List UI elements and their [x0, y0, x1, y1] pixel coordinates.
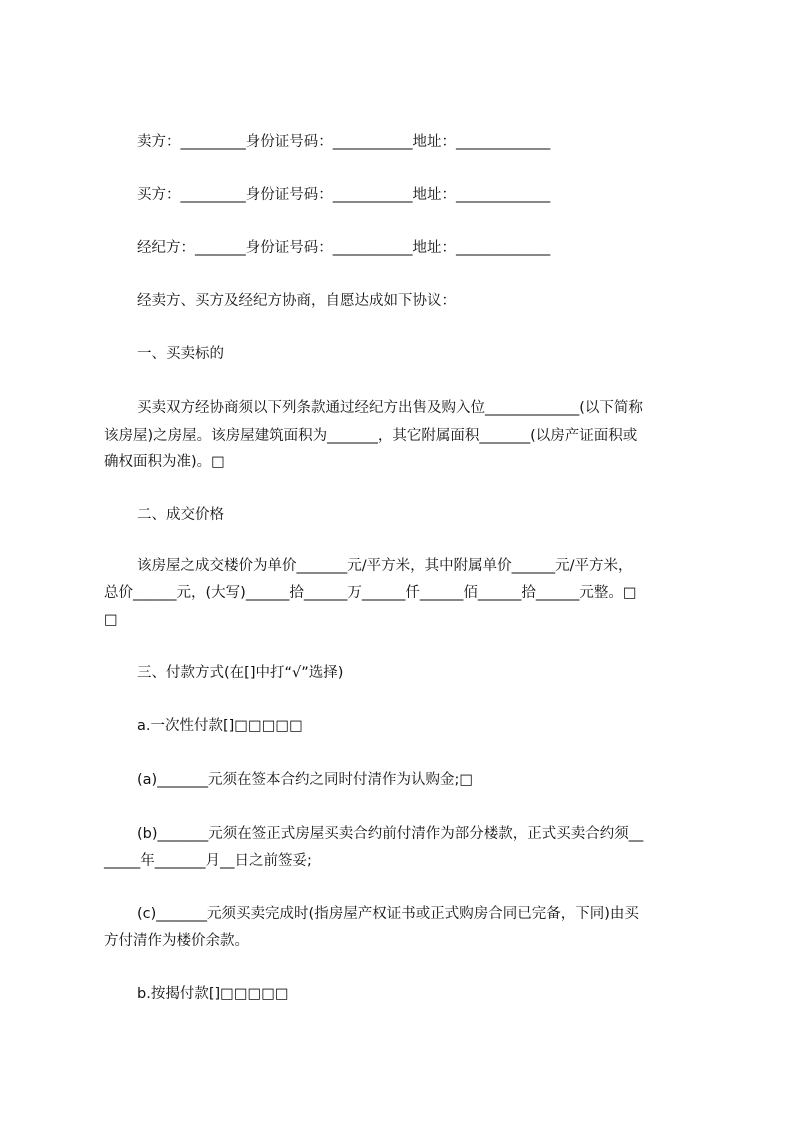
payment-item-a: (a)_______元须在签本合约之同时付清作为认购金;□ — [137, 772, 474, 788]
section-2-heading: 二、成交价格 — [137, 507, 224, 523]
section-1-line-3: 确权面积为准)。□ — [104, 454, 225, 470]
section-2-line-3: □ — [104, 612, 118, 628]
section-3-heading: 三、付款方式(在[]中打“√”选择) — [137, 665, 344, 681]
buyer-line: 买方：_________身份证号码：___________地址：_____________ — [137, 187, 551, 203]
intro-paragraph: 经卖方、买方及经纪方协商，自愿达成如下协议： — [137, 293, 456, 309]
section-1-heading: 一、买卖标的 — [137, 346, 224, 362]
seller-line: 卖方：_________身份证号码：___________地址：_____________ — [137, 134, 551, 150]
payment-option-b: b.按揭付款[]□□□□□ — [137, 986, 289, 1002]
payment-item-b-line-1: (b)_______元须在签正式房屋买卖合约前付清作为部分楼款，正式买卖合约须__ — [137, 826, 644, 842]
payment-item-c-line-2: 方付清作为楼价余款。 — [104, 933, 249, 949]
section-2-line-1: 该房屋之成交楼价为单价_______元/平方米，其中附属单价______元/平方米， — [137, 558, 633, 574]
payment-item-b-line-2: _____年_______月__日之前签妥; — [104, 853, 312, 869]
section-2-line-2: 总价______元，(大写)______拾______万______仟______佰______拾______元整。□ — [104, 585, 637, 601]
section-1-line-1: 买卖双方经协商须以下列条款通过经纪方出售及购入位_____________(以下简称 — [137, 400, 643, 416]
payment-option-a: a.一次性付款[]□□□□□ — [137, 718, 303, 734]
section-1-line-2: 该房屋)之房屋。该房屋建筑面积为_______，其它附属面积_______(以房产证面积或 — [104, 428, 638, 444]
payment-item-c-line-1: (c)_______元须买卖完成时(指房屋产权证书或正式购房合同已完备，下同)由买 — [137, 906, 639, 922]
agent-line: 经纪方：_______身份证号码：___________地址：_____________ — [137, 240, 551, 256]
